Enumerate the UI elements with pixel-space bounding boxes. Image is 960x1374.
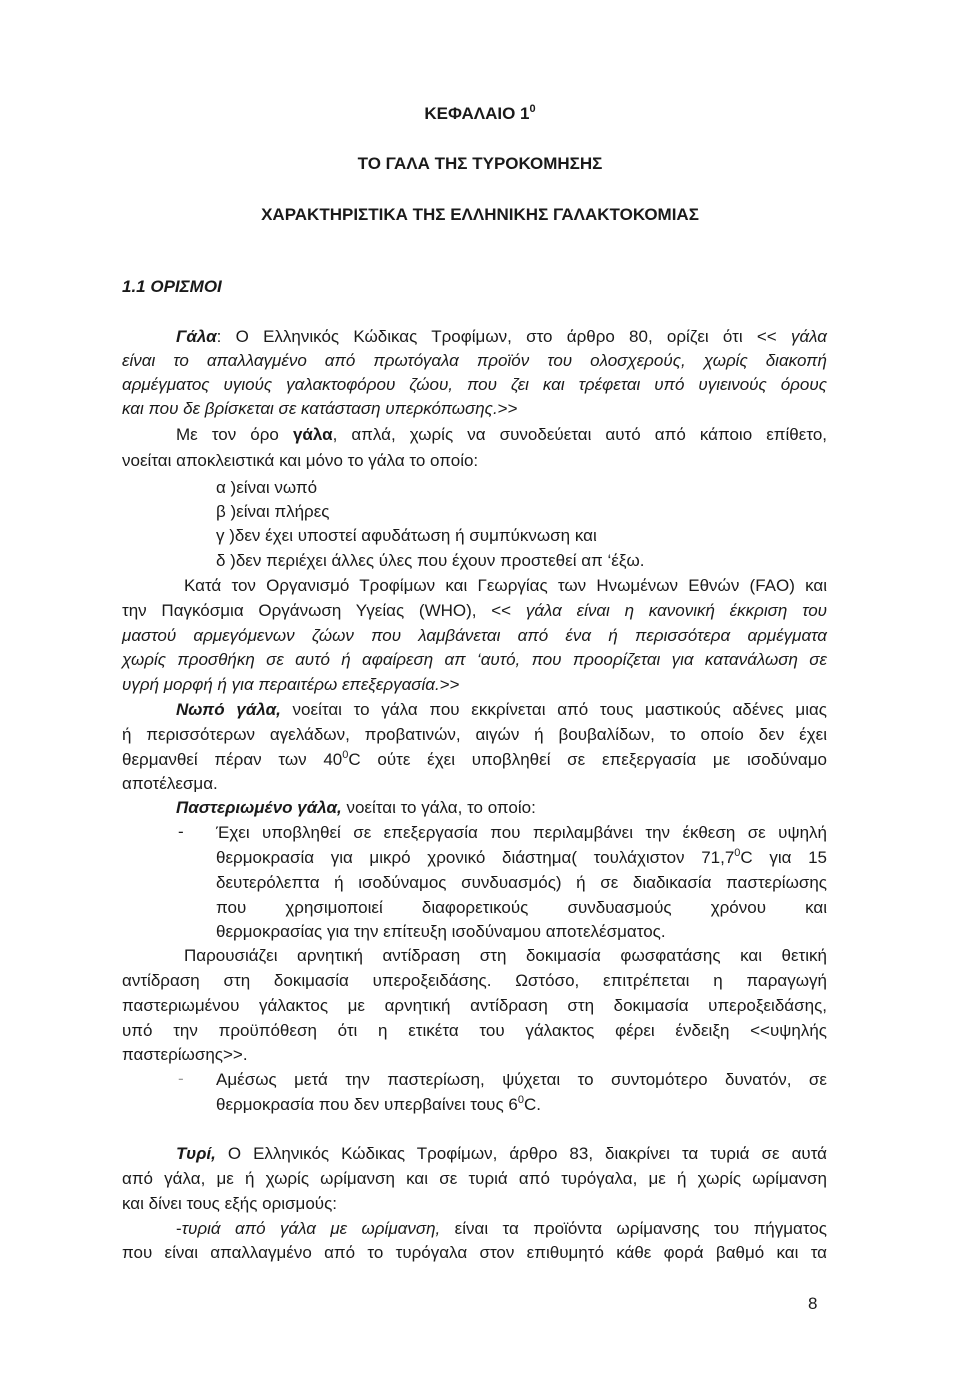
cheese-line-1 xyxy=(176,1143,827,1165)
past-b1-line-2-pre: θερμοκρασία για μικρό χρονικό διάστημα( τουλάχιστον 71,7 xyxy=(216,848,735,867)
term-gala-bold: γάλα xyxy=(292,425,333,444)
past-degree-sup: 0 xyxy=(734,847,741,859)
gala-line-1-text: : Ο Ελληνικός Κώδικας Τροφίμων, στο άρθρο 80, ορίζει ότι << xyxy=(216,327,791,346)
term-line-1-post: , απλά, χωρίς να συνοδεύεται αυτό από κάποιο επίθετο, xyxy=(332,425,827,444)
list-item: δ )δεν περιέχει άλλες ύλες που έχουν προστεθεί απ ‘έξω. xyxy=(216,551,645,570)
past-b2-line-2-pre: θερμοκρασία που δεν υπερβαίνει τους 6 xyxy=(216,1095,518,1114)
fao-line-3: μαστού αρμεγόμενων ζώων που λαμβάνεται από ένα ή περισσότερα αρμέγματα xyxy=(122,626,827,645)
bullet-dash: - xyxy=(178,822,184,841)
bullet-dash: - xyxy=(178,1069,184,1088)
term-line-1-pre: Με τον όρο xyxy=(176,425,293,444)
gala-line-1 xyxy=(176,326,827,348)
past-b1-line-2 xyxy=(216,847,827,871)
past-b1-line-2-post: C για 15 xyxy=(740,848,827,867)
fao-line-1: Κατά τον Οργανισμό Τροφίμων και Γεωργίας των Ηνωμένων Εθνών (FAO) και xyxy=(184,576,827,595)
fresh-line-1-post: νοείται το γάλα που εκκρίνεται από τους μαστικούς αδένες μιας xyxy=(280,700,827,719)
gala-line-2: είναι το απαλλαγμένο από πρωτόγαλα προϊόν του ολοσχερούς, χωρίς διακοπή xyxy=(122,351,827,370)
fao-line-2-quote: γάλα είναι η κανονική έκκριση του xyxy=(525,601,827,620)
fresh-degree-sup: 0 xyxy=(342,749,349,761)
fao-line-5 xyxy=(122,674,827,696)
fresh-line-3-pre: θερμανθεί πέραν των 40 xyxy=(122,750,343,769)
cheese-line-2: από γάλα, με ή χωρίς ωρίμανση και σε τυριά από τυρόγαλα, με ή χωρίς ωρίμανση xyxy=(122,1169,827,1188)
fao-line-4: χωρίς προσθήκη σε αυτό ή αφαίρεση απ ‘αυτό, που προορίζεται για κατανάλωση σε xyxy=(122,650,827,669)
past-p-line-3: παστεριωμένου γάλακτος με αρνητική αντίδραση στη δοκιμασία υπεροξειδάσης, xyxy=(122,996,827,1015)
gala-line-4 xyxy=(122,398,827,420)
past-p-line-2: αντίδραση στη δοκιμασία υπεροξειδάσης. Ωστόσο, επιτρέπεται η παραγωγή xyxy=(122,971,827,990)
term-pasteurized: Παστεριωμένο γάλα, xyxy=(176,798,342,817)
term-fresh-milk: Νωπό γάλα, xyxy=(176,700,281,719)
fresh-line-4: αποτέλεσμα. xyxy=(122,774,218,793)
gala-line-4-end: >> xyxy=(497,399,518,418)
past-b1-line-3: δευτερόλεπτα ή ισοδύναμος συνδυασμός) ή σε διαδικασία παστερίωσης xyxy=(216,873,827,892)
past-line-1 xyxy=(176,797,881,819)
cheese-line-5: που είναι απαλλαγμένο από το τυρόγαλα στον επιθυμητό κάθε φορά βαθμό και τα xyxy=(122,1243,827,1262)
term-line-2: νοείται αποκλειστικά και μόνο το γάλα το οποίο: xyxy=(122,451,479,470)
past-p-line-1: Παρουσιάζει αρνητική αντίδραση στη δοκιμασία φωσφατάσης και θετική xyxy=(184,946,827,965)
fao-line-5-end: >> xyxy=(439,675,460,694)
gala-line-3: αρμέγματος υγιούς γαλακτοφόρου ζώου, που ζει και τρέφεται υπό υγιεινούς όρους xyxy=(122,375,827,394)
past-b2-line-2-post: C. xyxy=(523,1095,541,1114)
chapter-label: ΚΕΦΑΛΑΙΟ 1 xyxy=(424,104,530,123)
fresh-line-2: ή περισσότερων αγελάδων, προβατινών, αιγών ή βουβαλίδων, το οποίο δεν έχει xyxy=(122,725,827,744)
fresh-line-1 xyxy=(176,699,827,721)
past-b1-line-4: που χρησιμοποιεί διαφορετικούς συνδυασμούς χρόνου και xyxy=(216,898,827,917)
past-b1-line-1: Έχει υποβληθεί σε επεξεργασία που περιλαμβάνει την έκθεση σε υψηλή xyxy=(216,823,827,842)
page-number: 8 xyxy=(808,1294,818,1313)
past-p-line-5: παστερίωσης>>. xyxy=(122,1045,248,1064)
past-b2-line-2 xyxy=(216,1094,921,1118)
cheese-line-4-post: είναι τα προϊόντα ωρίμανσης του πήγματος xyxy=(440,1219,827,1238)
chapter-heading xyxy=(0,104,960,124)
fresh-line-3-post: C ούτε έχει υποβληθεί σε επεξεργασία με ισοδύναμο xyxy=(348,750,828,769)
cheese-line-3: και δίνει τους εξής ορισμούς: xyxy=(122,1194,337,1213)
cheese-dash: - xyxy=(176,1219,182,1238)
gala-line-4-text: και που δε βρίσκεται σε κατάσταση υπερκόπωσης. xyxy=(122,399,498,418)
document-subtitle: ΧΑΡΑΚΤΗΡΙΣΤΙΚΑ ΤΗΣ ΕΛΛΗΝΙΚΗΣ ΓΑΛΑΚΤΟΚΟΜΙΑΣ xyxy=(261,205,699,224)
cheese-line-4-italic: τυριά από γάλα με ωρίμανση, xyxy=(181,1219,441,1238)
cheese-line-1-post: Ο Ελληνικός Κώδικας Τροφίμων, άρθρο 83, διακρίνει τα τυριά σε αυτά xyxy=(215,1144,827,1163)
chapter-superscript: 0 xyxy=(529,103,536,115)
list-item: α )είναι νωπό xyxy=(216,478,318,497)
past-b2-line-1: Αμέσως μετά την παστερίωση, ψύχεται το συντομότερο δυνατόν, σε xyxy=(216,1070,827,1089)
term-cheese: Τυρί, xyxy=(176,1144,216,1163)
cheese-line-4 xyxy=(176,1218,827,1240)
past-b2-degree-sup: 0 xyxy=(517,1094,524,1106)
fao-line-2-pre: την Παγκόσμια Οργάνωση Υγείας (WHO), << xyxy=(122,601,526,620)
section-heading: 1.1 ΟΡΙΣΜΟΙ xyxy=(122,277,222,296)
past-line-1-post: νοείται το γάλα, το οποίο: xyxy=(341,798,536,817)
fao-line-5-text: υγρή μορφή ή για περαιτέρω επεξεργασία. xyxy=(122,675,440,694)
fresh-line-3 xyxy=(122,749,827,773)
list-item: β )είναι πλήρες xyxy=(216,502,330,521)
gala-line-1-quote: γάλα xyxy=(790,327,827,346)
past-p-line-4: υπό την προϋπόθεση ότι η ετικέτα του γάλακτος φέρει ένδειξη <<υψηλής xyxy=(122,1021,827,1040)
list-item: γ )δεν έχει υποστεί αφυδάτωση ή συμπύκνωση και xyxy=(216,526,597,545)
term-gala: Γάλα xyxy=(176,327,217,346)
document-title: ΤΟ ΓΑΛΑ ΤΗΣ ΤΥΡΟΚΟΜΗΣΗΣ xyxy=(357,154,603,173)
term-line-1 xyxy=(176,424,827,446)
fao-line-2 xyxy=(122,600,827,622)
past-b1-line-5: θερμοκρασίας για την επίτευξη ισοδύναμου αποτελέσματος. xyxy=(216,922,666,941)
